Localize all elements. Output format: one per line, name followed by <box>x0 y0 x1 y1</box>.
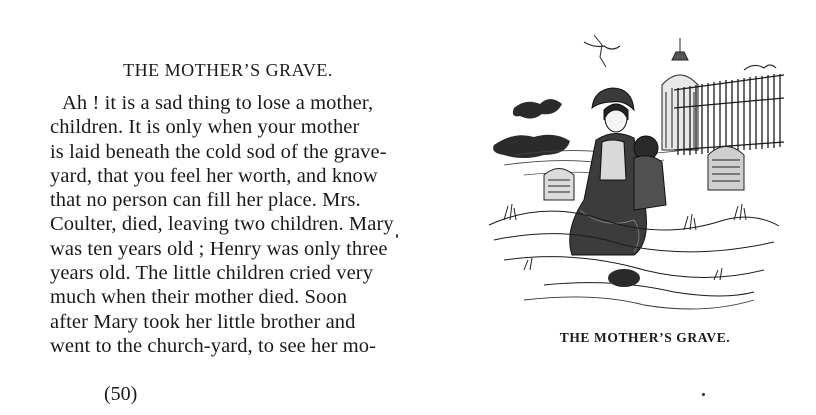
iron-fence <box>674 74 784 155</box>
chapter-title: THE MOTHER’S GRAVE. <box>123 60 333 80</box>
body-line: was ten years old ; Henry was only three <box>50 237 388 260</box>
body-line: Coulter, died, leaving two children. Mary <box>50 213 394 236</box>
body-line: years old. The little children cried very <box>50 262 374 285</box>
page-number: (50) <box>104 383 138 405</box>
wreath <box>608 269 640 287</box>
body-line: children. It is only when your mother <box>50 116 360 139</box>
body-line: is laid beneath the cold sod of the grave- <box>50 140 387 163</box>
illustration-caption: THE MOTHER’S GRAVE. <box>559 330 731 345</box>
body-line: after Mary took her little brother and <box>50 310 356 333</box>
ground-edge <box>524 297 754 309</box>
ink-speck <box>396 234 398 238</box>
body-line: yard, that you feel her worth, and know <box>50 164 378 187</box>
left-page-text <box>50 60 400 358</box>
body-line: that no person can fill her place. Mrs. <box>50 189 361 212</box>
engraving-illustration <box>484 30 784 320</box>
ink-speck <box>702 393 705 396</box>
body-line: went to the church-yard, to see her mo- <box>50 334 377 357</box>
church-tower <box>662 38 698 150</box>
body-line: much when their mother died. Soon <box>50 286 348 309</box>
body-line: Ah ! it is a sad thing to lose a mother, <box>62 92 374 114</box>
